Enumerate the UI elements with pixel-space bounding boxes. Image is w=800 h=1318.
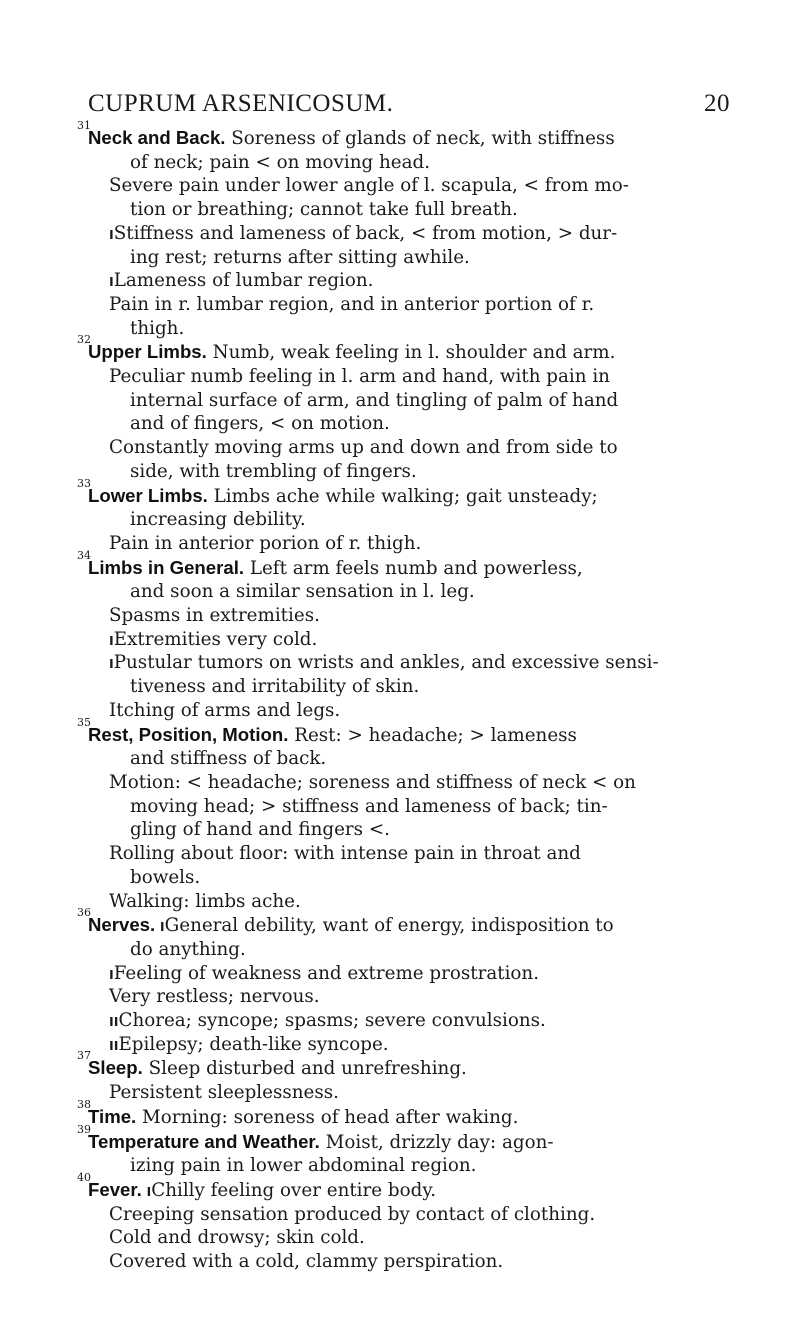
section-line xyxy=(88,699,728,723)
section-number: 38 xyxy=(77,1097,91,1111)
line-text: ing rest; returns after sitting awhile. xyxy=(130,246,470,268)
section-line xyxy=(88,532,728,556)
section-line xyxy=(88,151,728,175)
running-header xyxy=(88,90,730,122)
line-text: Cold and drowsy; skin cold. xyxy=(109,1227,365,1249)
section-line xyxy=(88,508,728,532)
section-line xyxy=(88,269,728,293)
line-text: internal surface of arm, and tingling of palm of hand xyxy=(130,389,619,411)
line-text: of neck; pain < on moving head. xyxy=(130,151,431,173)
section-line xyxy=(88,174,728,198)
emphasis-mark: ı xyxy=(141,1180,152,1200)
section-line xyxy=(88,604,728,628)
section-line xyxy=(88,771,728,795)
section-number: 33 xyxy=(77,476,91,490)
section-heading: Nerves. xyxy=(88,914,156,936)
section-line xyxy=(88,938,728,962)
section-line xyxy=(88,460,728,484)
section-number: 36 xyxy=(77,906,91,920)
section-line xyxy=(88,1250,728,1274)
line-text: do anything. xyxy=(130,938,246,960)
line-text: Creeping sensation produced by contact of clothing. xyxy=(109,1203,596,1225)
running-title: CUPRUM ARSENICOSUM. xyxy=(88,90,394,117)
section-line xyxy=(88,866,728,890)
section-heading: Lower Limbs. xyxy=(88,484,208,506)
section-number: 32 xyxy=(77,333,91,347)
section-line xyxy=(88,412,728,436)
line-text: Persistent sleeplessness. xyxy=(109,1082,339,1104)
line-text: tion or breathing; cannot take full breath. xyxy=(130,199,518,221)
section-first-line xyxy=(77,715,728,748)
section-heading: Temperature and Weather. xyxy=(88,1130,320,1152)
emphasis-mark: ıı xyxy=(109,1011,119,1031)
section-line xyxy=(88,628,728,652)
section-number: 31 xyxy=(77,119,91,132)
line-text: Numb, weak feeling in l. shoulder and arm. xyxy=(206,342,616,364)
line-text: and soon a similar sensation in l. leg. xyxy=(130,581,475,603)
emphasis-mark: ıı xyxy=(109,1034,119,1054)
line-text: increasing debility. xyxy=(130,509,306,531)
line-text: Covered with a cold, clammy perspiration. xyxy=(109,1251,504,1273)
section-line xyxy=(88,365,728,389)
section-number: 34 xyxy=(77,548,91,562)
line-text: Limbs ache while walking; gait unsteady; xyxy=(207,485,598,507)
line-text: General debility, want of energy, indisposition to xyxy=(164,915,614,937)
section-line xyxy=(88,1009,728,1033)
section-heading: Time. xyxy=(88,1105,137,1127)
line-text: gling of hand and fingers <. xyxy=(130,819,390,841)
section-line xyxy=(88,222,728,246)
section-line xyxy=(88,317,728,341)
section-first-line xyxy=(77,333,728,365)
section-line xyxy=(88,246,728,270)
line-text: Epilepsy; death-like syncope. xyxy=(118,1033,389,1055)
section xyxy=(77,1170,728,1274)
section-heading: Rest, Position, Motion. xyxy=(88,723,289,745)
section-line xyxy=(88,842,728,866)
emphasis-mark: ı xyxy=(109,223,114,243)
section-line xyxy=(88,1226,728,1250)
emphasis-mark: ı xyxy=(155,916,165,936)
section-first-line xyxy=(77,1170,728,1203)
line-text: side, with trembling of fingers. xyxy=(130,460,417,482)
line-text: thigh. xyxy=(130,317,185,339)
section-first-line xyxy=(77,548,728,581)
section-line xyxy=(88,1154,728,1178)
section-heading: Limbs in General. xyxy=(88,556,245,578)
page-body xyxy=(77,119,728,1274)
line-text: Rest: > headache; > lameness xyxy=(288,724,577,746)
line-text: Chilly feeling over entire body. xyxy=(151,1179,437,1201)
emphasis-mark: ı xyxy=(109,629,114,649)
line-text: Feeling of weakness and extreme prostration. xyxy=(113,962,540,984)
section-line xyxy=(88,795,728,819)
section-number: 40 xyxy=(77,1170,91,1184)
line-text: Soreness of glands of neck, with stiffness xyxy=(225,128,615,149)
line-text: Peculiar numb feeling in l. arm and hand, with pain in xyxy=(109,366,610,388)
line-text: Chorea; syncope; spasms; severe convulsions. xyxy=(118,1010,546,1032)
line-text: moving head; > stiffness and lameness of back; tin- xyxy=(130,795,608,817)
section-line xyxy=(88,1203,728,1227)
line-text: Left arm feels numb and powerless, xyxy=(244,557,583,579)
section-first-line xyxy=(77,1122,728,1155)
section-heading: Sleep. xyxy=(88,1057,143,1079)
line-text: and of fingers, < on motion. xyxy=(130,413,390,435)
section-line xyxy=(88,1033,728,1057)
line-text: Pustular tumors on wrists and ankles, and excessive sensi- xyxy=(113,652,659,674)
section-first-line xyxy=(77,906,728,938)
line-text: bowels. xyxy=(130,866,201,888)
section-first-line xyxy=(77,1049,728,1081)
section-line xyxy=(88,293,728,317)
section-number: 35 xyxy=(77,715,91,729)
line-text: Constantly moving arms up and down and from side to xyxy=(109,437,618,459)
line-text: izing pain in lower abdominal region. xyxy=(130,1155,477,1177)
line-text: Walking: limbs ache. xyxy=(109,890,301,912)
line-text: Sleep disturbed and unrefreshing. xyxy=(142,1058,467,1080)
line-text: Spasms in extremities. xyxy=(109,605,320,627)
line-text: Extremities very cold. xyxy=(113,628,318,650)
line-text: Rolling about floor: with intense pain in throat and xyxy=(109,843,581,865)
section-line xyxy=(88,818,728,842)
page-number: 20 xyxy=(704,90,730,117)
emphasis-mark: ı xyxy=(109,653,114,673)
line-text: Moist, drizzly day: agon- xyxy=(319,1131,554,1153)
line-text: Very restless; nervous. xyxy=(109,986,320,1008)
section-line xyxy=(88,962,728,986)
section-first-line xyxy=(77,119,728,151)
section-number: 37 xyxy=(77,1049,91,1063)
line-text: Pain in r. lumbar region, and in anterior portion of r. xyxy=(109,293,595,315)
section-line xyxy=(88,436,728,460)
section-line xyxy=(88,651,728,675)
line-text: Lameness of lumbar region. xyxy=(113,270,374,292)
section-line xyxy=(88,985,728,1009)
section-line xyxy=(88,389,728,413)
section-line xyxy=(88,890,728,914)
section-line xyxy=(88,675,728,699)
line-text: and stiffness of back. xyxy=(130,748,327,770)
section-first-line xyxy=(77,476,728,509)
section-heading: Upper Limbs. xyxy=(88,341,207,363)
emphasis-mark: ı xyxy=(109,963,114,983)
line-text: Motion: < headache; soreness and stiffness of neck < on xyxy=(109,771,636,793)
emphasis-mark: ı xyxy=(109,271,114,291)
line-text: Morning: soreness of head after waking. xyxy=(136,1106,519,1128)
section-line xyxy=(88,1081,728,1105)
line-text: Severe pain under lower angle of l. scapula, < from mo- xyxy=(109,175,629,197)
section-line xyxy=(88,198,728,222)
section-number: 39 xyxy=(77,1122,91,1136)
line-text: Itching of arms and legs. xyxy=(109,699,341,721)
line-text: Stiffness and lameness of back, < from motion, > dur- xyxy=(113,222,618,244)
section-line xyxy=(88,580,728,604)
line-text: tiveness and irritability of skin. xyxy=(130,676,420,698)
section-heading: Fever. xyxy=(88,1178,142,1200)
line-text: Pain in anterior porion of r. thigh. xyxy=(109,532,422,554)
section-heading: Neck and Back. xyxy=(88,127,226,148)
section-line xyxy=(88,747,728,771)
